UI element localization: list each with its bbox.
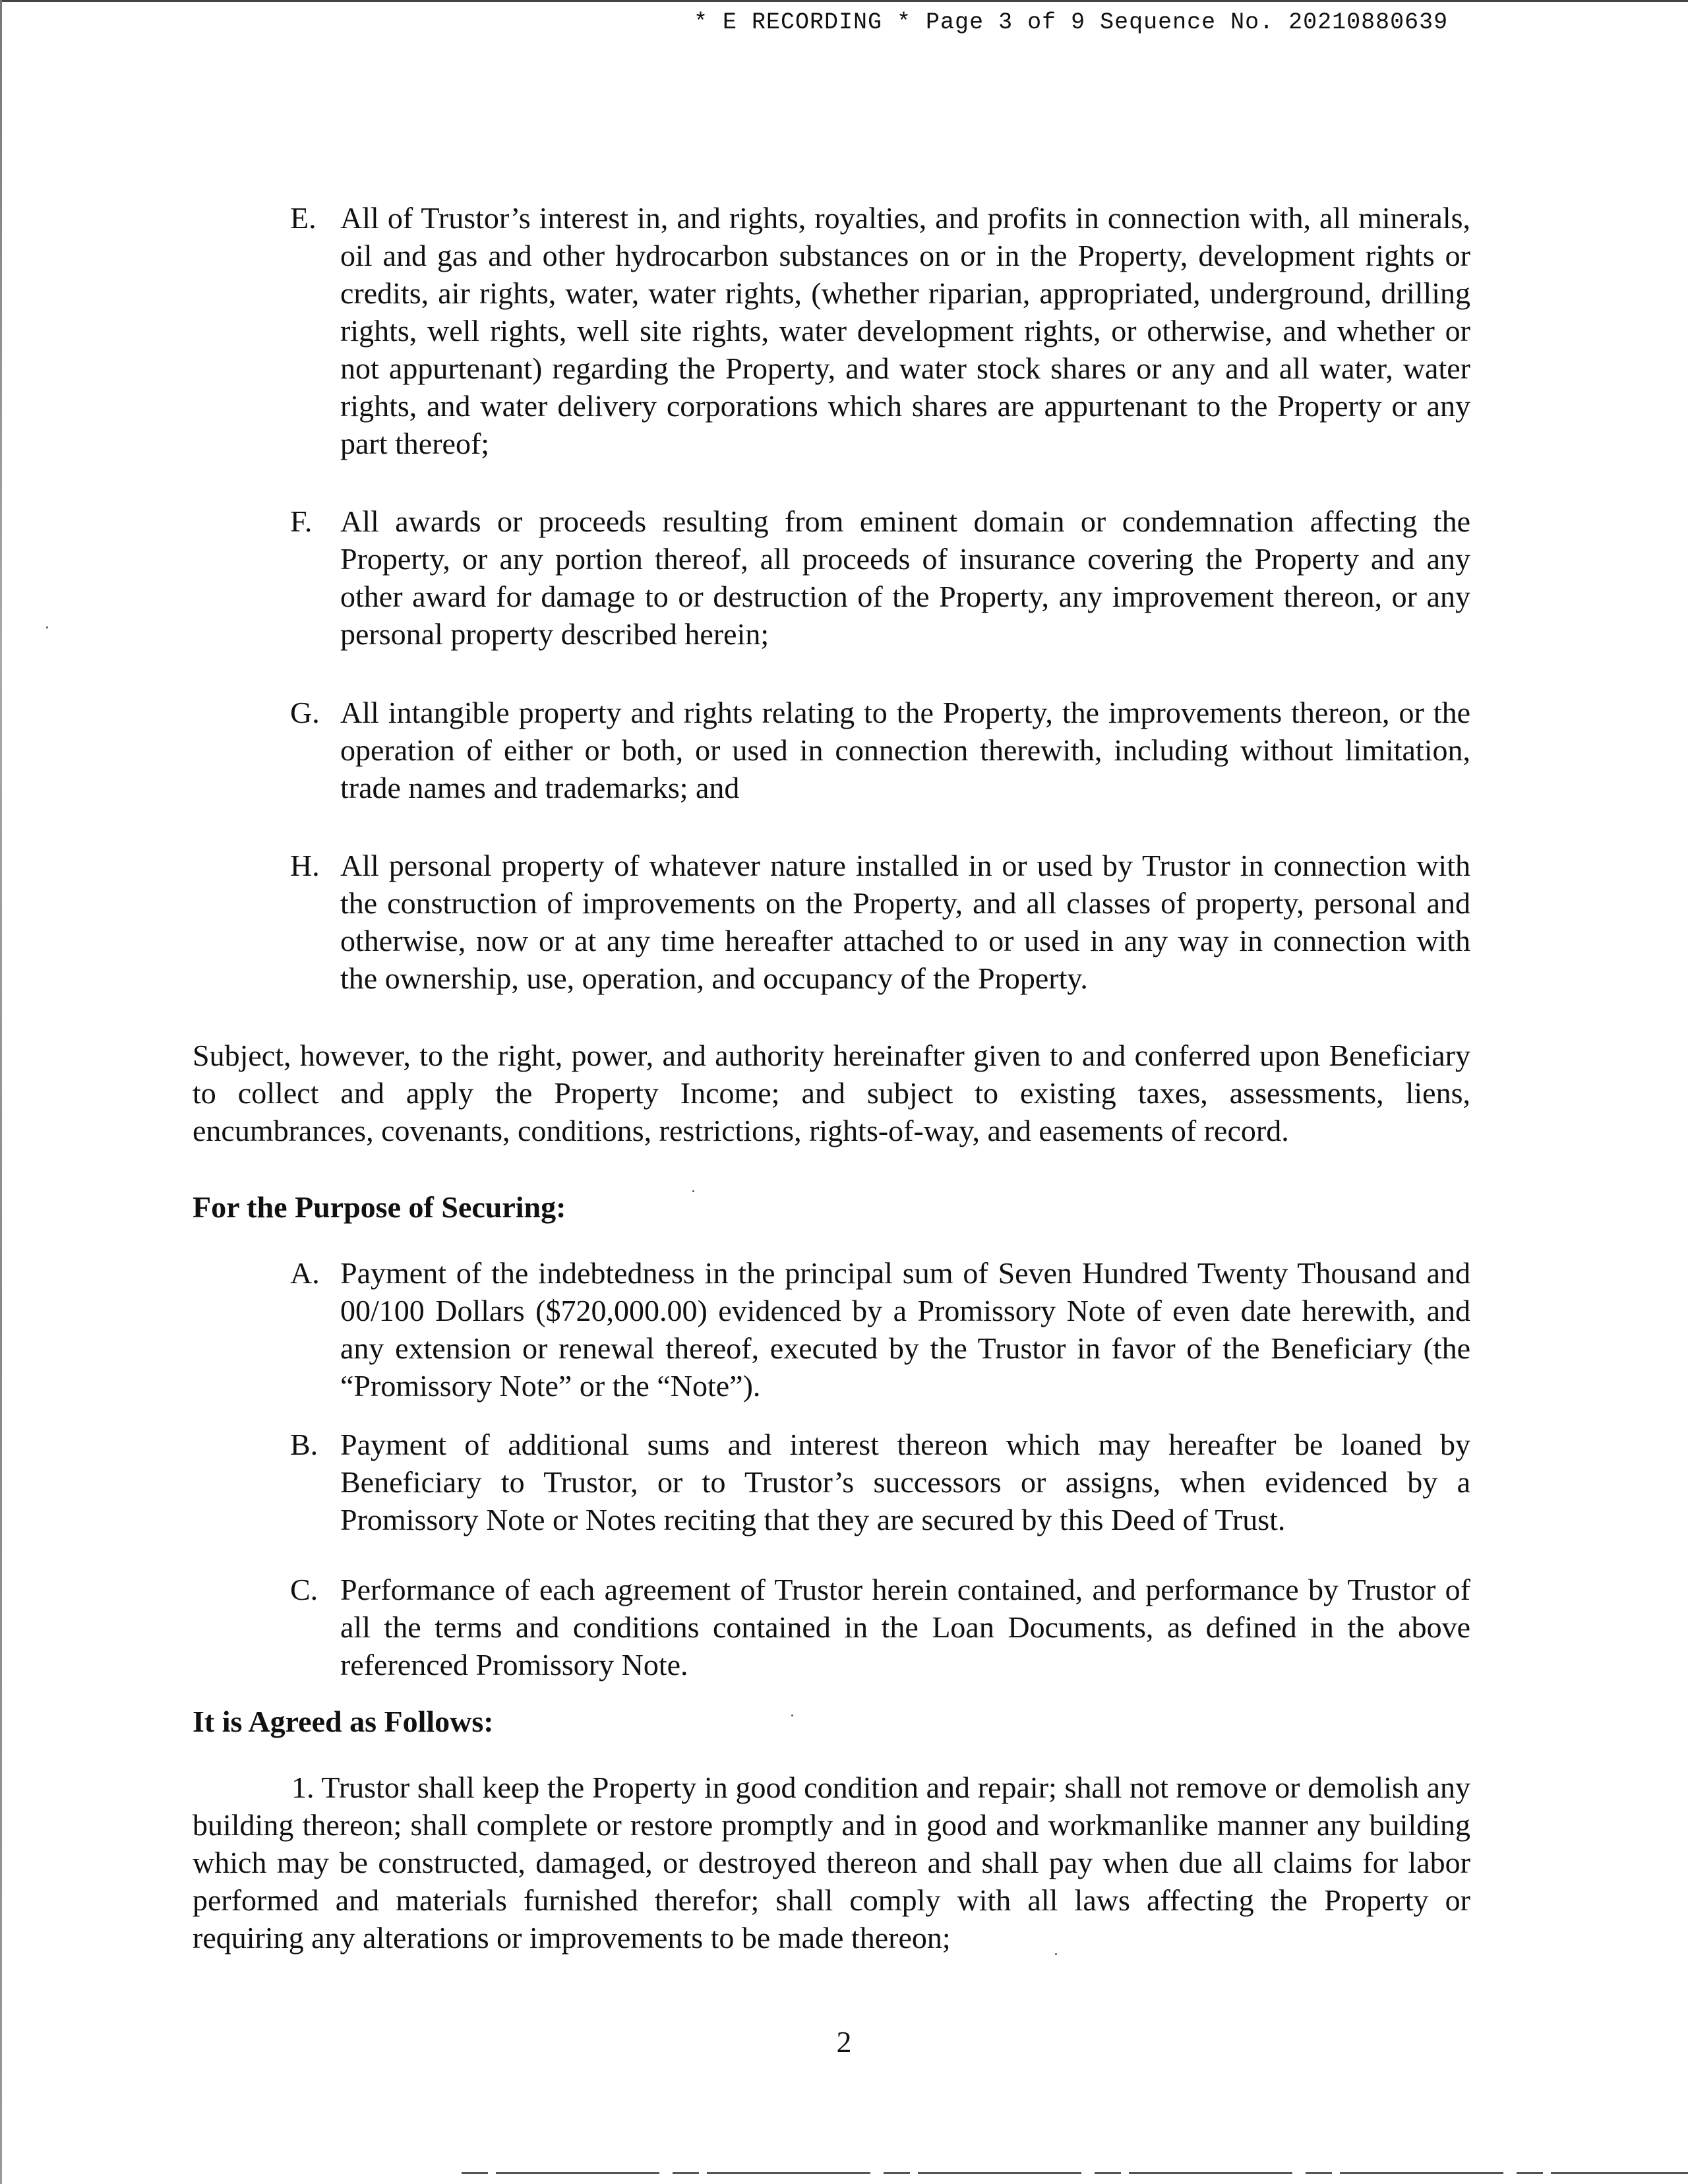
item-letter: F. [290,504,313,538]
recording-header: * E RECORDING * Page 3 of 9 Sequence No. 20210880639 [694,9,1449,36]
collateral-item-g [290,694,1470,806]
agreed-paragraph-1: 1. Trustor shall keep the Property in good condition and repair; shall not remove or demolish any building thereon; shall complete or restore promptly and in good and workmanlike manner any building which may be constructed, damaged, or destroyed thereon and shall pay when due all claims for labor performed and materials furnished therefor; shall comply with all laws affecting the Property or requiring any alterations or improvements to be made thereon; [193,1771,1470,1955]
scan-edge-left [0,0,2,2184]
item-text: Payment of the indebtedness in the principal sum of Seven Hundred Twenty Thousand and 00/100 Dollars ($720,000.00) evidenced by a Promissory Note of even date herewith, and any extension or renewal thereof, executed by the Trustor in favor of the Beneficiary (the “Promissory Note” or the “Note”). [340,1256,1470,1403]
scan-edge-top [0,0,1688,2]
scan-speck [692,1190,694,1192]
agreed-heading: It is Agreed as Follows: [193,1705,494,1738]
item-letter: H. [290,849,320,882]
scan-speck [46,626,48,628]
page-number: 2 [836,2025,852,2059]
subject-paragraph: Subject, however, to the right, power, and authority hereinafter given to and conferred upon Beneficiary to collect and apply the Property Income; and subject to existing taxes, assessments, liens, encumbrances, covenants, conditions, restrictions, rights-of-way, and easements of record. [193,1039,1470,1147]
item-letter: A. [290,1256,320,1290]
item-text: All awards or proceeds resulting from eminent domain or condemnation affecting the Property, or any portion thereof, all proceeds of insurance covering the Property and any other award for damage to or destruction of the Property, any improvement thereon, or any personal property described herein; [340,504,1470,651]
item-letter: C. [290,1573,318,1606]
item-text: All personal property of whatever nature installed in or used by Trustor in connection with the construction of improvements on the Property, and all classes of property, personal and otherwise, now or at any time hereafter attached to or used in any way in connection with the ownership, use, operation, and occupancy of the Property. [340,849,1470,995]
item-text: All intangible property and rights relating to the Property, the improvements thereon, or the operation of either or both, or used in connection therewith, including without limitation, trade names and trademarks; and [340,696,1470,804]
item-text: Payment of additional sums and interest thereon which may hereafter be loaned by Beneficiary to Trustor, or to Trustor’s successors or assigns, when evidenced by a Promissory Note or Notes reciting that they are secured by this Deed of Trust. [340,1428,1470,1536]
securing-item-b [290,1426,1470,1538]
item-letter: B. [290,1428,318,1461]
collateral-item-h [290,847,1470,997]
item-letter: G. [290,696,320,729]
item-letter: E. [290,201,316,235]
securing-item-c [290,1571,1470,1684]
securing-item-a [290,1254,1470,1405]
item-text: All of Trustor’s interest in, and rights, royalties, and profits in connection with, all minerals, oil and gas and other hydrocarbon substances on or in the Property, development rights or credits, air rights, water, water rights, (whether riparian, appropriated, underground, drilling rights, well rights, well site rights, water development rights, or otherwise, and whether or not appurtenant) regarding the Property, and water stock shares or any and all water, water rights, and water delivery corporations which shares are appurtenant to the Property or any part thereof; [340,201,1470,460]
securing-heading: For the Purpose of Securing: [193,1190,566,1224]
collateral-item-f [290,502,1470,653]
scan-edge-bottom [462,2172,1688,2174]
scan-speck [791,1714,793,1716]
item-text: Performance of each agreement of Trustor herein contained, and performance by Trustor of all the terms and conditions contained in the Loan Documents, as defined in the above referenced Promissory Note. [340,1573,1470,1682]
collateral-item-e [290,199,1470,462]
